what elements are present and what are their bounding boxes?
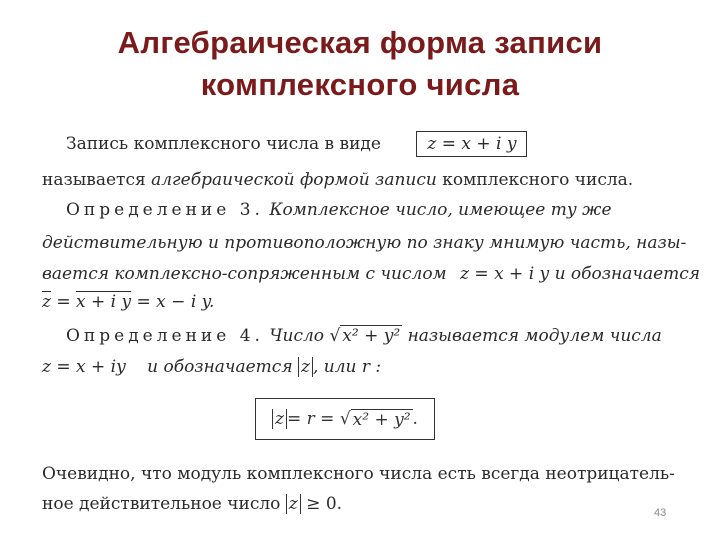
line-2 xyxy=(42,170,633,190)
modulus-formula-box xyxy=(255,398,435,440)
inequality: ≥ 0. xyxy=(300,494,343,514)
abs-z: z xyxy=(298,357,313,377)
line-6 xyxy=(42,292,214,312)
text: и обозначается xyxy=(147,357,293,377)
line-5 xyxy=(42,264,700,284)
text: комплексного числа. xyxy=(442,170,634,190)
text: вается комплексно-сопряженным с числом xyxy=(42,264,447,284)
text: и обозначается xyxy=(554,264,701,284)
line-7 xyxy=(42,326,662,346)
line-4: действительную и противоположную по знаку мнимую часть, назы- xyxy=(42,233,687,253)
text: называется модулем числа xyxy=(407,326,662,346)
line-9: Очевидно, что модуль комплексного числа есть всегда неотрицатель- xyxy=(42,464,675,484)
sqrt-expr: x² + y² xyxy=(342,326,401,346)
eq: = xyxy=(50,292,77,312)
title-line-2: комплексного числа xyxy=(200,67,520,102)
dot: . xyxy=(412,409,418,429)
line-10 xyxy=(42,494,342,514)
abs-z: z xyxy=(286,494,301,514)
italic-term: алгебраической формой записи xyxy=(151,170,437,190)
boxed-formula: z = x + i y xyxy=(416,131,527,157)
text: , или r : xyxy=(312,357,382,377)
line-8 xyxy=(42,357,381,377)
text: ное действительное число xyxy=(42,494,281,514)
abs-z: z xyxy=(272,409,287,429)
title-line-1: Алгебраическая форма записи xyxy=(117,25,603,60)
conjugate-expr: x + i y xyxy=(76,292,132,312)
conjugate-z: $\overline{z}$ xyxy=(42,292,51,312)
formula-rest: = x − i y. xyxy=(131,292,215,312)
text: называется xyxy=(42,170,146,190)
text: Число xyxy=(269,326,325,346)
sqrt-sign: √ xyxy=(329,326,341,346)
formula: z = x + i y xyxy=(460,264,550,284)
page-number: 43 xyxy=(654,507,667,519)
text: Комплексное число, имеющее ту же xyxy=(269,200,612,220)
line-3 xyxy=(42,200,612,220)
sqrt-expr: x² + y² xyxy=(352,409,411,430)
line-1 xyxy=(42,134,527,154)
eq: = r = √ xyxy=(287,409,351,429)
definition-label: Определение 3. xyxy=(66,200,264,220)
definition-label: Определение 4. xyxy=(66,326,264,346)
text: Запись комплексного числа в виде xyxy=(66,134,381,154)
formula: z = x + iy xyxy=(42,357,126,377)
slide-title xyxy=(0,22,720,106)
